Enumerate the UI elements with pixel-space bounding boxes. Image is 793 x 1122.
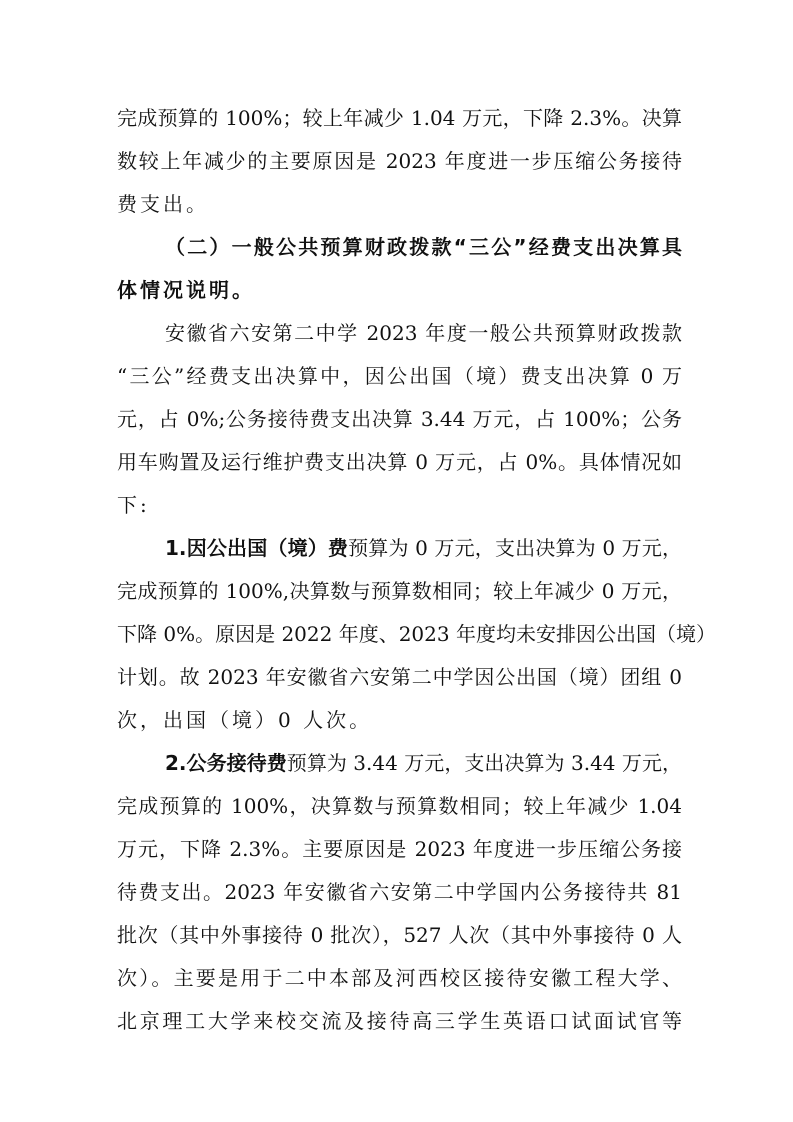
body-text-line: 数较上年减少的主要原因是 2023 年度进一步压缩公务接待 <box>117 149 682 173</box>
section-heading-continued: 体情况说明。 <box>117 278 255 302</box>
body-text-line: 次）。主要是用于二中本部及河西校区接待安徽工程大学、 <box>117 966 682 990</box>
body-text-line: 费支出。 <box>117 192 209 216</box>
item-1-text: 预算为 0 万元，支出决算为 0 万元， <box>348 536 682 560</box>
body-text-line: 下: <box>117 493 150 517</box>
body-text-line: 用车购置及运行维护费支出决算 0 万元，占 0%。具体情况如 <box>117 450 682 474</box>
body-text-line: “三公”经费支出决算中，因公出国（境）费支出决算 0 万 <box>117 364 682 388</box>
body-text-line: 下降 0%。原因是 2022 年度、2023 年度均未安排因公出国（境） <box>117 622 716 646</box>
item-2-text: 预算为 3.44 万元，支出决算为 3.44 万元， <box>286 751 683 775</box>
body-text-line: 待费支出。2023 年安徽省六安第二中学国内公务接待共 81 <box>117 880 682 904</box>
item-2-line <box>165 743 682 783</box>
body-text-line: 北京理工大学来校交流及接待高三学生英语口试面试官等 <box>117 1009 682 1033</box>
body-text-line: 计划。故 2023 年安徽省六安第二中学因公出国（境）团组 0 <box>117 665 682 689</box>
body-text-line: 次，出国（境）0 人次。 <box>117 708 373 732</box>
section-heading: （二）一般公共预算财政拨款“三公”经费支出决算具 <box>165 235 682 259</box>
item-1-line <box>165 528 682 568</box>
body-text-line: 元，占 0%;公务接待费支出决算 3.44 万元，占 100%；公务 <box>117 407 682 431</box>
body-text-line: 万元，下降 2.3%。主要原因是 2023 年度进一步压缩公务接 <box>117 837 682 861</box>
body-text-line: 完成预算的 100%,决算数与预算数相同；较上年减少 0 万元， <box>117 579 682 603</box>
item-1-title: 1.因公出国（境）费 <box>165 536 349 560</box>
body-text-line: 完成预算的 100%，决算数与预算数相同；较上年减少 1.04 <box>117 794 682 818</box>
body-text-line: 安徽省六安第二中学 2023 年度一般公共预算财政拨款 <box>165 321 682 345</box>
body-text-line: 批次（其中外事接待 0 批次），527 人次（其中外事接待 0 人 <box>117 923 682 947</box>
item-2-title: 2.公务接待费 <box>165 751 287 775</box>
body-text-line: 完成预算的 100%；较上年减少 1.04 万元，下降 2.3%。决算 <box>117 106 682 130</box>
